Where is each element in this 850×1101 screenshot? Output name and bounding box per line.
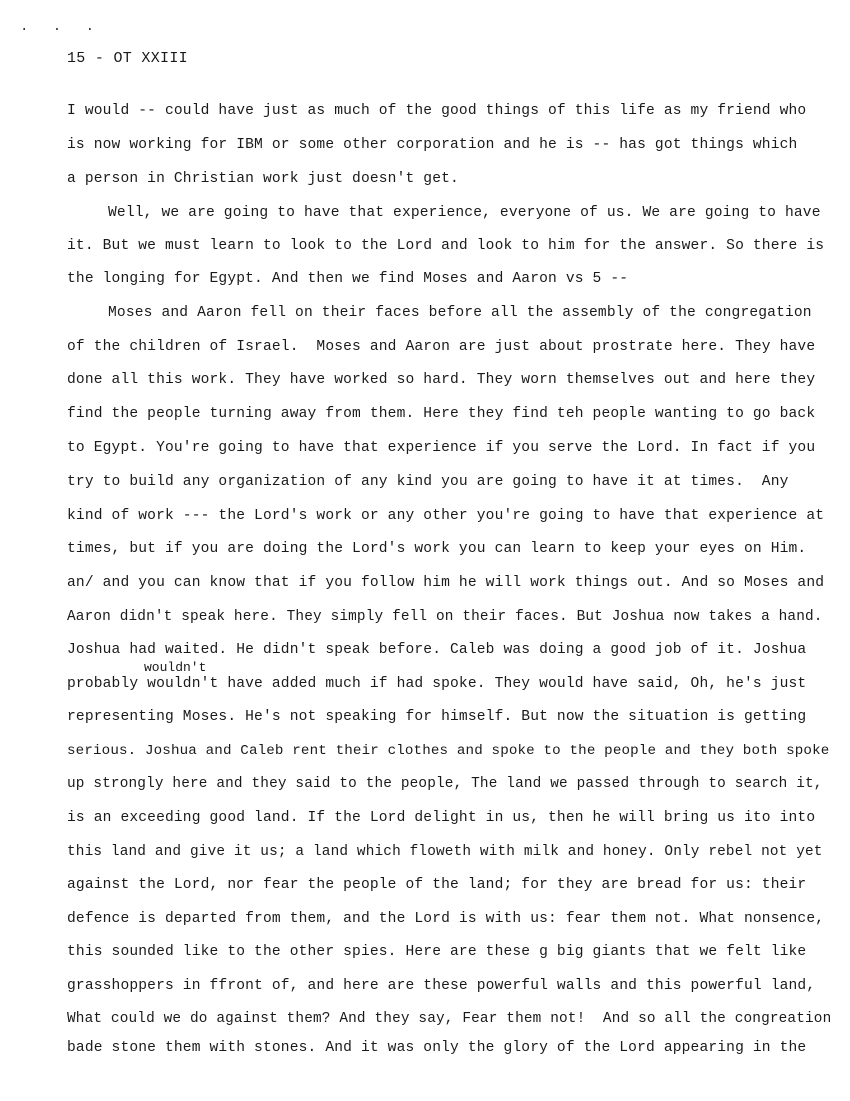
text-line: this sounded like to the other spies. Here are these g big giants that we felt like — [67, 944, 807, 960]
text-line: Joshua had waited. He didn't speak before. Caleb was doing a good job of it. Joshua — [67, 642, 807, 658]
text-line: I would -- could have just as much of the good things of this life as my friend who — [67, 103, 807, 119]
text-line: done all this work. They have worked so hard. They worn themselves out and here they — [67, 372, 816, 388]
text-line: Moses and Aaron fell on their faces before all the assembly of the congregation — [108, 305, 812, 321]
text-line: find the people turning away from them. Here they find teh people wanting to go back — [67, 406, 816, 422]
text-line: bade stone them with stones. And it was only the glory of the Lord appearing in the — [67, 1040, 807, 1056]
interlinear-insertion: wouldn't — [144, 660, 207, 675]
text-line: probably wouldn't have added much if had spoke. They would have said, Oh, he's just — [67, 676, 807, 692]
text-line: it. But we must learn to look to the Lord and look to him for the answer. So there is — [67, 238, 825, 254]
text-line: grasshoppers in ffront of, and here are these powerful walls and this powerful land, — [67, 978, 816, 994]
text-line: Aaron didn't speak here. They simply fell on their faces. But Joshua now takes a hand. — [67, 609, 823, 625]
text-line: an/ and you can know that if you follow him he will work things out. And so Moses and — [67, 575, 825, 591]
text-line: of the children of Israel. Moses and Aaron are just about prostrate here. They have — [67, 339, 816, 355]
text-line: a person in Christian work just doesn't get. — [67, 171, 459, 187]
text-line: against the Lord, nor fear the people of the land; for they are bread for us: their — [67, 877, 807, 893]
text-line: defence is departed from them, and the Lord is with us: fear them not. What nonsence, — [67, 911, 825, 927]
text-line: the longing for Egypt. And then we find Moses and Aaron vs 5 -- — [67, 271, 629, 287]
corner-marks: · · · — [20, 22, 103, 38]
text-line: What could we do against them? And they say, Fear them not! And so all the congreation — [67, 1011, 832, 1027]
text-line: to Egypt. You're going to have that experience if you serve the Lord. In fact if you — [67, 440, 816, 456]
text-line: this land and give it us; a land which floweth with milk and honey. Only rebel not yet — [67, 844, 823, 860]
text-line: try to build any organization of any kind you are going to have it at times. Any — [67, 474, 789, 490]
text-line: Well, we are going to have that experience, everyone of us. We are going to have — [108, 205, 821, 221]
text-line: times, but if you are doing the Lord's work you can learn to keep your eyes on Him. — [67, 541, 807, 557]
text-line: representing Moses. He's not speaking for himself. But now the situation is getting — [67, 709, 807, 725]
text-line: up strongly here and they said to the people, The land we passed through to search it, — [67, 776, 823, 792]
page-header: 15 - OT XXIII — [67, 50, 188, 67]
text-line: kind of work --- the Lord's work or any other you're going to have that experience at — [67, 508, 825, 524]
text-line: is now working for IBM or some other corporation and he is -- has got things which — [67, 137, 798, 153]
text-line: serious. Joshua and Caleb rent their clothes and spoke to the people and they both spoke — [67, 743, 830, 759]
text-line: is an exceeding good land. If the Lord delight in us, then he will bring us ito into — [67, 810, 816, 826]
